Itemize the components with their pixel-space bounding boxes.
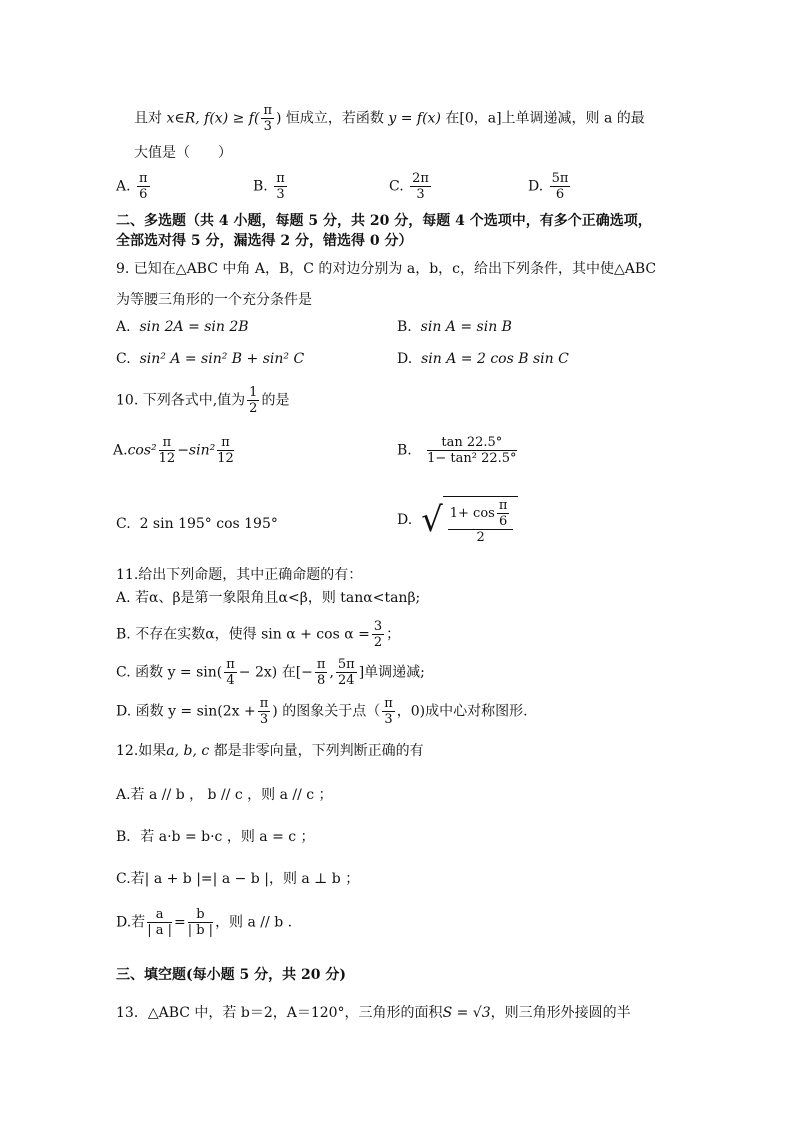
q8-option-c: C. $\frac{2\pi}{3}$ — [389, 171, 429, 202]
q10-option-a: A.cos² $\frac{\pi}{12}$ −sin² $\frac{\pi}{12}$ — [113, 435, 234, 466]
q11-stem: 11.给出下列命题，其中正确命题的有： — [116, 567, 363, 583]
q8-stem-fraction: $\frac{\pi}{3}$ — [263, 103, 272, 134]
q10-stem-fraction: $\frac{1}{2}$ — [249, 385, 258, 416]
section2-title-line1: 二、多选题（共 4 小题，每题 5 分，共 20 分，每题 4 个选项中，有多个正确选项， — [116, 213, 652, 229]
q13-stem: 13．△ABC 中，若 b＝2，A＝120°，三角形的面积S = √3，则三角形外接圆的半 — [116, 1005, 631, 1021]
q8-option-b: B. $\frac{\pi}{3}$ — [253, 171, 285, 202]
q8-option-a: A. $\frac{\pi}{6}$ — [116, 171, 148, 202]
q10-option-b: B. $\frac{\tan 22.5^\circ}{\text{1− tan² 22.5°}}$ — [397, 435, 517, 466]
q12-stem: 12.如果a, b, c 都是非零向量，下列判断正确的有 — [116, 743, 424, 759]
q8-option-d: D. $\frac{5\pi}{6}$ — [528, 171, 569, 202]
q11-option-c: C. 函数 y = sin( $\frac{\pi}{4}$ − 2x) 在[− $\frac{\pi}{8}$ , $\frac{5\pi}{24}$ ]单调递减; — [116, 657, 425, 688]
q9-option-c: C. sin² A = sin² B + sin² C — [116, 351, 305, 367]
q11-option-d: D. 函数 y = sin(2x + $\frac{\pi}{3}$ ) 的图象关于点（ $\frac{\pi}{3}$ ，0)成中心对称图形. — [116, 696, 528, 727]
q9-option-d: D. sin A = 2 cos B sin C — [397, 351, 569, 367]
q10-sqrt: √ 1+ cos $\frac{\pi}{6}$ 2 — [421, 496, 518, 544]
q11-option-b: B. 不存在实数α，使得 sin α + cos α = $\frac{3}{2}$ ； — [116, 619, 401, 650]
q12-option-a: A.若 a // b ， b // c ，则 a // c ； — [116, 787, 333, 803]
q12-option-c: C.若| a + b |=| a − b |，则 a ⊥ b ； — [116, 871, 360, 887]
q12-option-d: D.若 $\frac{a}{| a |}$ = $\frac{b}{| b |}$ ，则 a // b . — [116, 907, 293, 938]
q8-stem-line2: 大值是（ ） — [134, 145, 232, 161]
q10-option-d: D. √ 1+ cos $\frac{\pi}{6}$ 2 — [397, 496, 518, 544]
q9-option-b: B. sin A = sin B — [397, 319, 512, 335]
q8-stem-line1: 且对 x∈R, f(x) ≥ f( $\frac{\pi}{3}$ ) 恒成立，若函数 y = f(x) 在[0，a]上单调递减，则 a 的最 — [134, 103, 645, 134]
q10-stem: 10. 下列各式中,值为 $\frac{1}{2}$ 的是 — [116, 385, 290, 416]
section2-title-line2: 全部选对得 5 分，漏选得 2 分，错选得 0 分） — [116, 233, 413, 249]
q12-option-b: B．若 a·b = b·c ，则 a = c ； — [116, 829, 315, 845]
q9-stem-line1: 9. 已知在△ABC 中角 A，B，C 的对边分别为 a，b，c，给出下列条件，其中使△ABC — [116, 261, 657, 277]
q9-stem-line2: 为等腰三角形的一个充分条件是 — [116, 292, 312, 308]
q10-option-c: C. 2 sin 195° cos 195° — [116, 516, 278, 532]
q11-option-a: A. 若α、β是第一象限角且α<β，则 tanα<tanβ; — [116, 590, 421, 606]
section3-title: 三、填空题(每小题 5 分，共 20 分) — [116, 967, 346, 983]
q9-option-a: A. sin 2A = sin 2B — [116, 319, 249, 335]
